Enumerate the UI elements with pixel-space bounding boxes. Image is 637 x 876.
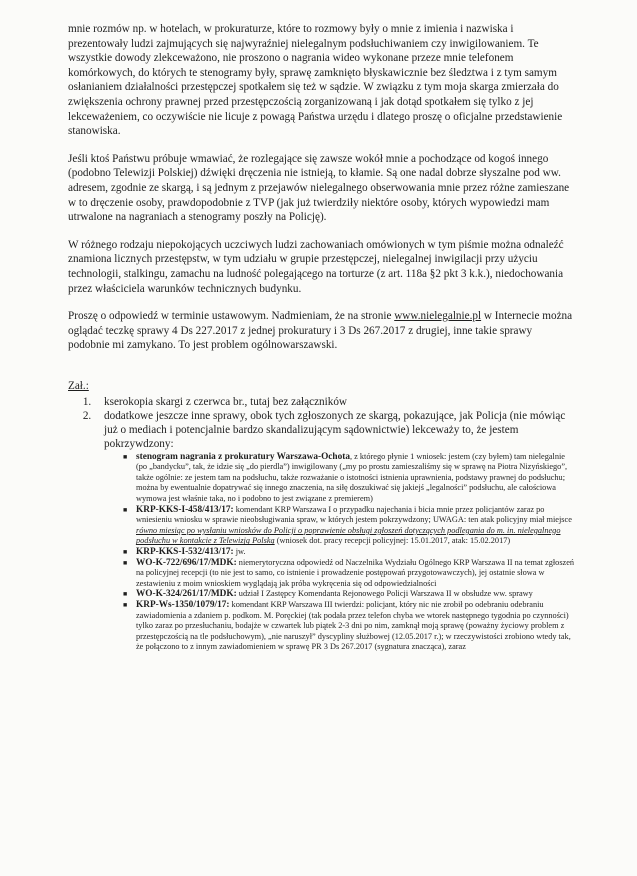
case-name: KRP-Ws-1350/1079/17: bbox=[136, 600, 230, 610]
case-name: KRP-KKS-I-458/413/17: bbox=[136, 504, 234, 515]
case-item bbox=[134, 547, 575, 558]
case-text: niemerytoryczna odpowiedź od Naczelnika Wydziału Ogólnego KRP Warszawa II na temat zgłoszeń na policyjnej recepcji (to nie jest to samo, co istnienie i prowadzenie postępowań przygotowawczych), jej ostatnie słowa w zestawieniu z moim wnioskiem wyglądają jak próba wykręcenia się od odpowiedzialności bbox=[136, 557, 575, 588]
case-text: , z którego płynie 1 wniosek: jestem (czy byłem) tam nielegalnie (po „bandycku”, tak, że idzie się „do pierdla”) inwigilowany („my po prostu zamieszaliśmy się w sprawę na Piotra Nizyńskiego”, także ogólnie: ze jestem tam na podsłuchu, także rozważanie o istotności istnienia uprawnienia, podstawy prawnej do podsłuchu; można by ewentualnie dopatrywać się innego znaczenia, na siłę doszukiwać się jakiejś „legalności” podsłuchu, ale całościowa wymowa jest właśnie taka, no i podobno to jest związane z premierem) bbox=[136, 451, 568, 504]
attachments-list bbox=[68, 395, 575, 653]
case-item bbox=[134, 452, 575, 505]
case-name: WO-K-324/261/17/MDK: bbox=[136, 589, 237, 600]
case-name: WO-K-722/696/17/MDK: bbox=[136, 557, 237, 568]
paragraph-1: mnie rozmów np. w hotelach, w prokuraturze, które to rozmowy były o mnie z imienia i nazwiska i prezentowały ludzi zajmujących się najwyraźniej nielegalnym podsłuchiwaniem czy inwigilowaniem. Te wszystkie dowody zlekceważono, nie proszono o nagrania wideo wykonane przeze mnie telefonem komórkowych, do których te stenogramy były, sprawę zamknięto błyskawicznie bez śledztwa i z tym samym osłanianiem działalności przestępczej spotkałem się też w sądzie. W związku z tym moja skarga zmierzała do zwiększenia ochrony prawnej przed przestępczością zorganizowaną i jak dotąd spotkałem się tylko z jej lekceważeniem, co oczywiście nie licuje z powagą Państwa urzędu i dlatego proszę o oficjalne przedstawienie stanowiska. bbox=[68, 23, 563, 138]
paragraph-3: W różnego rodzaju niepokojących uczciwych ludzi zachowaniach omówionych w tym piśmie można odnaleźć znamiona licznych przestępstw, w tym udziału w grupie przestępczej, nielegalnej inwigilacji przy użyciu technologii, stalkingu, zamachu na ludność polegającego na torturze (z art. 118a §2 pkt 3 k.k.), niedochowania przez właściciela warunków technicznych budynku. bbox=[68, 238, 564, 295]
attachments-title: Zał.: bbox=[68, 379, 89, 392]
case-text: udział I Zastępcy Komendanta Rejonowego Policji Warszawa II w obsłudze ww. sprawy bbox=[236, 589, 533, 599]
paragraph-2: Jeśli ktoś Państwu próbuje wmawiać, że rozlegające się zawsze wokół mnie a pochodzące od kogoś innego (podobno Telewizji Polskiej) dźwięki dręczenia nie istnieją, to kłamie. Są one nadal dobrze słyszalne pod ww. adresem, zgodnie ze skargą, i są jednym z przejawów nielegalnego obserwowania mnie przez różne zamieszane w to dręczenie osoby, prawdopodobnie z TVP (jak już twierdziły niektóre osoby, których wypowiedzi mam utrwalone na nagraniach a stenogramy poszły na Policję). bbox=[68, 152, 570, 224]
case-text: jw. bbox=[233, 547, 246, 557]
case-text: komendant KRP Warszawa III twierdzi: policjant, który nic nie zrobił po odebraniu odebraniu zawiadomienia a zdaniem p. podkom. M. Poręckiej (tak podała przez telefon chyba we wtorek następnego tygodnia po czynności) tylko zaraz po przesłuchaniu, bodajże w czwartek lub piątek 2-3 dni po nim, zamknął moją sprawę (poważny życiowy problem z przestępczością na tle podsłuchowym), „nie naruszył” dyscypliny służbowej (12.05.2017 r.); w rzeczywistości zrobiono wtedy tak, że połączono to z innym zawiadomieniem w sprawę PR 3 Ds 267.2017 (sygnatura znacząca), zaraz bbox=[136, 600, 571, 652]
case-item bbox=[134, 600, 575, 653]
case-emphasis: równo miesiąc po wysłaniu wniosków do Policji o poprawienie obsługi zgłoszeń dotyczących podlegania do m. in. nielegalnego podsłuchu w kontakcie z Telewizją Polską bbox=[136, 525, 561, 546]
paragraph-4-end: w Internecie można oglądać teczkę sprawy 4 Ds 227.2017 z jednej prokuratury i 3 Ds 267.2017 z drugiej, inne takie sprawy podobnie mi zamykano. To jest problem ogólnowarszawski. bbox=[68, 310, 573, 352]
case-item bbox=[134, 505, 575, 547]
paragraph-4-start: Proszę o odpowiedź w terminie ustawowym. Nadmieniam, że na stronie bbox=[68, 310, 395, 323]
attachment-item-1-text: kserokopia skargi z czerwca br., tutaj bez załączników bbox=[104, 395, 348, 408]
case-item bbox=[134, 589, 575, 600]
attachment-item-2 bbox=[94, 409, 575, 653]
case-name: stenogram nagrania z prokuratury Warszawa-Ochota bbox=[136, 451, 350, 462]
website-link[interactable]: www.nielegalnie.pl bbox=[394, 310, 482, 323]
case-name: KRP-KKS-I-532/413/17: bbox=[136, 547, 234, 558]
case-tail: (wniosek dot. pracy recepcji policyjnej: 15.01.2017, atak: 15.02.2017) bbox=[274, 536, 511, 546]
case-text: komendant KRP Warszawa I o przypadku najechania i bicia mnie przez policjantów zaraz po wniesieniu wniosku w sprawie nieobsługiwania spraw, w których jestem pokrzywdzony; UWAGA: ten atak policyjny miał miejsce bbox=[136, 504, 572, 525]
case-list bbox=[104, 452, 575, 653]
paragraph-4 bbox=[68, 309, 575, 353]
attachment-item-1 bbox=[94, 395, 575, 409]
case-item bbox=[134, 558, 575, 590]
attachment-item-2-text: dodatkowe jeszcze inne sprawy, obok tych zgłoszonych ze skargą, pokazujące, jak Policja (nie mówiąc już o mediach i potencjalnie bardzo skandalizującym sądownictwie) lekceważy to, że jestem pokrzywdzony: bbox=[104, 410, 566, 451]
